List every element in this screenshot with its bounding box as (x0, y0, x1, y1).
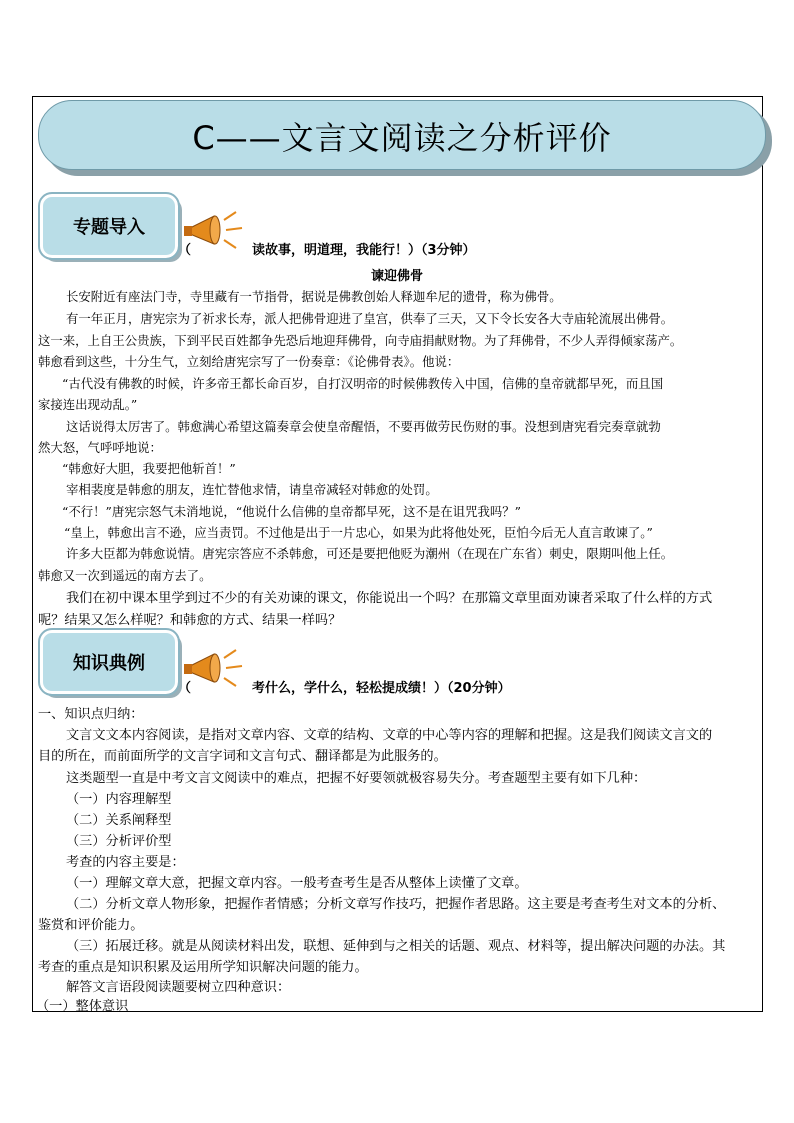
question-line: 呢？结果又怎么样呢？和韩愈的方式、结果一样吗？ (38, 613, 342, 628)
knowledge-line: 解答文言语段阅读题要树立四种意识： (66, 980, 291, 995)
question-line: 我们在初中课本里学到过不少的有关劝谏的课文，你能说出一个吗？在那篇文章里面劝谏者采取了什么样的方式 (66, 591, 713, 606)
megaphone-icon (184, 206, 250, 254)
knowledge-line: （三）拓展迁移。就是从阅读材料出发，联想、延伸到与之相关的话题、观点、材料等，提出解决问题的办法。其 (66, 939, 726, 954)
title-banner (38, 100, 766, 170)
knowledge-line: 文言文文本内容阅读，是指对文章内容、文章的结构、文章的中心等内容的理解和把握。这是我们阅读文言文的 (66, 728, 713, 743)
knowledge-line: （二）关系阐释型 (66, 813, 172, 828)
knowledge-line: （一）整体意识 (36, 999, 129, 1014)
knowledge-line: 一、知识点归纳： (38, 707, 144, 722)
knowledge-line: 考查的内容主要是： (66, 855, 185, 870)
section-badge-label: 专题导入 (73, 217, 145, 238)
story-line: 家接连出现动乱。” (38, 397, 138, 412)
section-badge-intro (40, 194, 178, 258)
section-badge-label: 知识典例 (73, 653, 145, 674)
knowledge-line: 目的所在，而前面所学的文言字词和文言句式、翻译都是为此服务的。 (38, 749, 447, 764)
knowledge-line: （三）分析评价型 (66, 834, 172, 849)
knowledge-line: 鉴赏和评价能力。 (38, 918, 144, 933)
story-line: “古代没有佛教的时候，许多帝王都长命百岁，自打汉明帝的时候佛教传入中国，信佛的皇帝就都早死，而且国 (62, 376, 664, 391)
section1-subtitle: 读故事，明道理，我能行！）（3分钟） (252, 243, 476, 258)
section2-subtitle: 考什么，学什么，轻松提成绩！）（20分钟） (252, 681, 511, 696)
story-line: 然大怒，气呼呼地说： (38, 440, 162, 455)
knowledge-line: （一）理解文章大意，把握文章内容。一般考查考生是否从整体上读懂了文章。 (66, 876, 528, 891)
story-line: 宰相裴度是韩愈的朋友，连忙替他求情，请皇帝减轻对韩愈的处罚。 (66, 482, 438, 497)
section1-paren: （ (178, 243, 192, 258)
story-title: 谏迎佛骨 (370, 269, 423, 284)
story-line: “韩愈好大胆，我要把他斩首！” (62, 461, 236, 476)
story-line: “不行！”唐宪宗怒气未消地说，“他说什么信佛的皇帝都早死，这不是在诅咒我吗？” (62, 504, 522, 519)
story-line: 许多大臣都为韩愈说情。唐宪宗答应不杀韩愈，可还是要把他贬为潮州（在现在广东省）刺史，限期叫他上任。 (66, 546, 674, 561)
story-line: 长安附近有座法门寺，寺里藏有一节指骨，据说是佛教创始人释迦牟尼的遗骨，称为佛骨。 (66, 289, 562, 304)
knowledge-line: （二）分析文章人物形象，把握作者情感；分析文章写作技巧，把握作者思路。这主要是考查考生对文本的分析、 (66, 897, 726, 912)
story-line: 这一来，上自王公贵族，下到平民百姓都争先恐后地迎拜佛骨，向寺庙捐献财物。为了拜佛骨，不少人弄得倾家荡产。 (38, 333, 683, 348)
story-line: “皇上，韩愈出言不逊，应当责罚。不过他是出于一片忠心，如果为此将他处死，臣怕今后无人直言敢谏了。” (64, 525, 653, 540)
section2-paren: （ (178, 681, 192, 696)
story-line: 韩愈看到这些，十分生气，立刻给唐宪宗写了一份奏章：《论佛骨表》。他说： (38, 354, 460, 369)
story-line: 有一年正月，唐宪宗为了祈求长寿，派人把佛骨迎进了皇宫，供奉了三天，又下令长安各大寺庙轮流展出佛骨。 (66, 311, 674, 326)
megaphone-icon (184, 644, 250, 692)
knowledge-line: （一）内容理解型 (66, 792, 172, 807)
knowledge-line: 考查的重点是知识积累及运用所学知识解决问题的能力。 (38, 960, 368, 975)
knowledge-line: 这类题型一直是中考文言文阅读中的难点，把握不好要领就极容易失分。考查题型主要有如下几种： (66, 771, 647, 786)
story-line: 韩愈又一次到遥远的南方去了。 (38, 568, 212, 583)
section-badge-knowledge (40, 630, 178, 694)
story-line: 这话说得太厉害了。韩愈满心希望这篇奏章会使皇帝醒悟，不要再做劳民伤财的事。没想到唐宪看完奏章就勃 (66, 419, 661, 434)
page-title: C——文言文阅读之分析评价 (192, 119, 612, 157)
